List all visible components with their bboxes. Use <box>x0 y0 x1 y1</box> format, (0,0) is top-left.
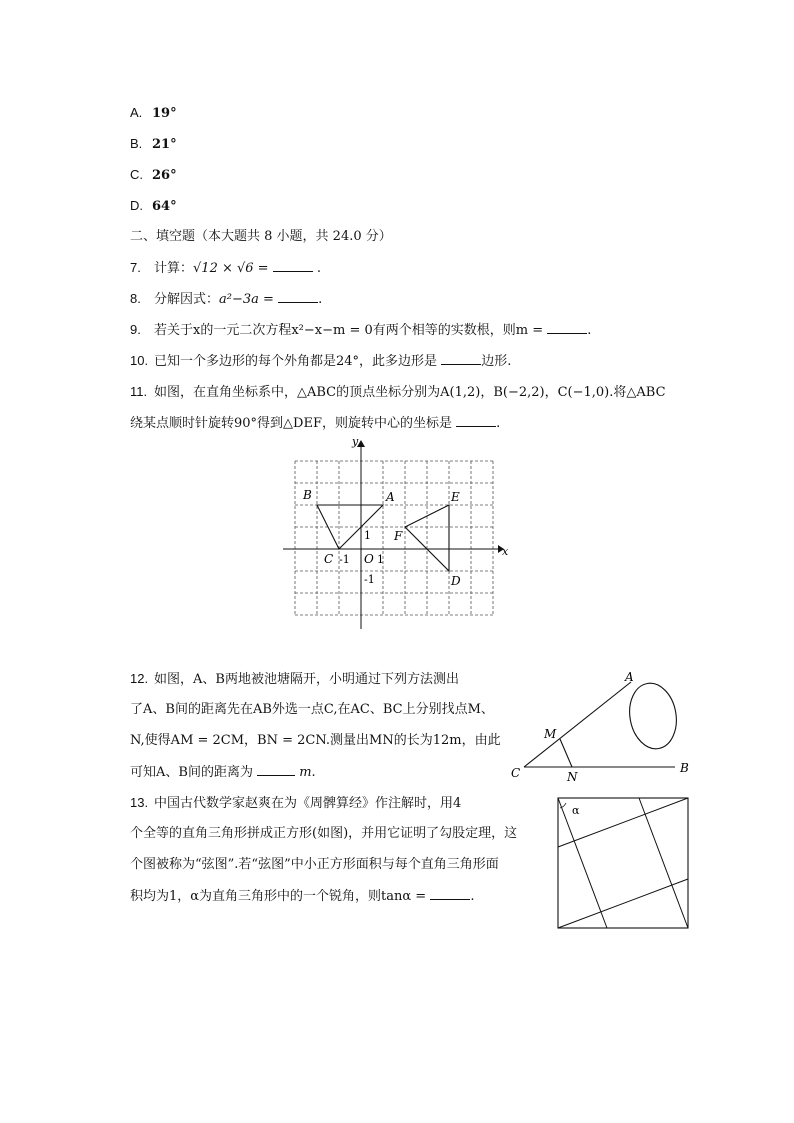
q7-expression: √12 × √6 = <box>193 261 269 276</box>
q13-number: 13. <box>130 795 149 810</box>
label-n: N <box>567 770 578 784</box>
q11-text-2: 绕某点顺时针旋转90°得到△DEF，则旋转中心的坐标是 <box>130 416 452 431</box>
question-11-line1 <box>130 383 666 402</box>
q9-number: 9. <box>130 322 141 337</box>
question-13-line1 <box>130 794 461 813</box>
question-13-line4 <box>130 887 474 906</box>
figure-13-string-diagram <box>555 795 691 931</box>
q7-number: 7. <box>130 260 141 275</box>
tick-neg1-x: -1 <box>339 553 350 566</box>
label-a: A <box>386 490 395 504</box>
q9-suffix: . <box>587 323 592 338</box>
tick-1-x: 1 <box>377 553 384 566</box>
label-f: F <box>394 529 403 543</box>
q10-text: 已知一个多边形的每个外角都是24°，此多边形是 <box>154 354 438 369</box>
question-12-line2 <box>130 701 494 719</box>
option-b-value: 21° <box>152 137 177 152</box>
segment-mn <box>560 739 572 767</box>
question-12-line1 <box>130 670 459 689</box>
question-13-line2 <box>130 825 517 843</box>
outer-square <box>558 798 688 928</box>
pond-ellipse <box>625 680 682 753</box>
q12-text-2: 了A、B间的距离先在AB外选一点C,在AC、BC上分别找点M、 <box>130 702 494 717</box>
option-d-label: D. <box>130 198 143 213</box>
label-c: C <box>511 766 521 780</box>
option-b-label: B. <box>130 136 143 151</box>
option-d-value: 64° <box>152 199 177 214</box>
q12-unit: m. <box>299 765 316 780</box>
q7-prefix: 计算： <box>154 261 194 276</box>
question-10 <box>130 352 511 371</box>
option-c <box>130 166 177 185</box>
q8-prefix: 分解因式： <box>154 292 220 307</box>
q13-text-1: 中国古代数学家赵爽在为《周髀算经》作注解时，用4 <box>154 796 462 811</box>
option-d <box>130 197 177 216</box>
label-a: A <box>625 670 634 684</box>
label-alpha: α <box>572 804 580 817</box>
question-12-line3 <box>130 732 501 750</box>
figure-11-coordinate-grid <box>280 435 510 635</box>
q13-text-3: 个图被称为“弦图”.若“弦图”中小正方形面积与每个直角三角形面 <box>130 857 499 872</box>
q8-expression: a²−3a = <box>219 292 274 307</box>
tick-neg1-y: -1 <box>364 573 375 586</box>
q9-answer-blank[interactable] <box>547 321 587 334</box>
option-a-label: A. <box>130 105 143 120</box>
q11-text-1: 如图，在直角坐标系中，△ABC的顶点坐标分别为A(1,2)，B(−2,2)，C(−1,0).将△ABC <box>154 385 666 400</box>
label-d: D <box>451 574 461 588</box>
q11-suffix: . <box>496 416 501 431</box>
question-7 <box>130 259 321 278</box>
label-m: M <box>544 727 557 741</box>
option-a-value: 19° <box>152 106 177 121</box>
section-header: 二、填空题（本大题共 8 小题，共 24.0 分） <box>130 229 392 244</box>
question-11-line2 <box>130 414 500 433</box>
q9-text: 若关于x的一元二次方程x²−x−m = 0有两个相等的实数根，则m = <box>154 323 544 338</box>
q8-answer-blank[interactable] <box>278 290 318 303</box>
figure-12-pond-triangle <box>505 670 705 785</box>
label-c: C <box>324 552 334 566</box>
q8-number: 8. <box>130 291 141 306</box>
label-e: E <box>451 490 460 504</box>
q10-number: 10. <box>130 353 149 368</box>
label-b: B <box>680 761 689 775</box>
label-b: B <box>303 488 312 502</box>
hypotenuse-4 <box>558 879 688 928</box>
q8-suffix: . <box>318 292 323 307</box>
tick-1-y: 1 <box>364 529 371 542</box>
x-axis-label: x <box>502 545 509 558</box>
question-9 <box>130 321 591 340</box>
q12-number: 12. <box>130 671 149 686</box>
option-b <box>130 135 177 154</box>
y-axis-label: y <box>352 435 359 448</box>
q13-suffix: . <box>470 889 475 904</box>
q12-text-1: 如图，A、B两地被池塘隔开，小明通过下列方法测出 <box>154 672 459 687</box>
q13-answer-blank[interactable] <box>430 887 470 900</box>
question-8 <box>130 290 322 309</box>
q7-answer-blank[interactable] <box>273 259 313 272</box>
option-a <box>130 104 177 123</box>
q11-answer-blank[interactable] <box>456 414 496 427</box>
q7-suffix: . <box>316 261 321 276</box>
label-origin: O <box>364 552 374 566</box>
q13-text-2: 个全等的直角三角形拼成正方形(如图)，并用它证明了勾股定理，这 <box>130 826 518 841</box>
q13-text-4: 积均为1，α为直角三角形中的一个锐角，则tanα = <box>130 889 427 904</box>
question-12-line4 <box>130 763 316 782</box>
option-c-value: 26° <box>152 168 177 183</box>
question-13-line3 <box>130 856 499 874</box>
q11-number: 11. <box>130 384 148 399</box>
q10-answer-blank[interactable] <box>441 352 481 365</box>
q12-text-4: 可知A、B间的距离为 <box>130 765 253 780</box>
q12-text-3: N,使得AM = 2CM，BN = 2CN.测量出MN的长为12m，由此 <box>130 733 501 748</box>
q12-answer-blank[interactable] <box>257 763 295 776</box>
option-c-label: C. <box>130 167 143 182</box>
hypotenuse-3 <box>639 798 688 928</box>
q10-suffix: 边形. <box>481 354 512 369</box>
hypotenuse-1 <box>558 798 607 928</box>
segment-ca <box>524 682 631 767</box>
